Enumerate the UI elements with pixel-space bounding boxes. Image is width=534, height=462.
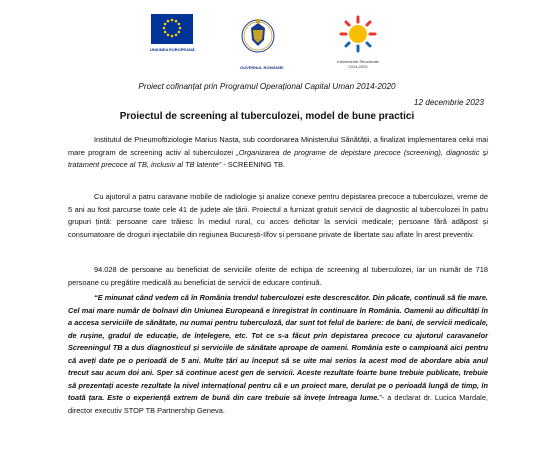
paragraph-3: [68, 264, 488, 289]
coat-of-arms-icon: [241, 14, 275, 60]
document-date: 12 decembrie 2023: [413, 98, 484, 107]
paragraph-1-end: - SCREENING TB.: [221, 160, 286, 169]
romanian-government-logo: [240, 14, 284, 72]
document-title: Proiectul de screening al tuberculozei, model de bune practici: [119, 111, 415, 122]
sun-logo-icon: [338, 14, 378, 54]
eu-logo-caption: UNIUNEA EUROPEANĂ: [150, 47, 195, 52]
gov-logo-caption: GUVERNUL ROMÂNIEI: [240, 65, 284, 70]
project-line: Proiect cofinanțat prin Programul Operațional Capital Uman 2014-2020: [138, 82, 396, 91]
structural-instruments-logo: [330, 14, 386, 72]
eu-flag-icon: [151, 14, 193, 44]
quote-attribution: ”- a declarat dr. Lucica Mardale, director executiv STOP TB Partnership Geneva.: [68, 393, 488, 415]
paragraph-3-text: 94.028 de persoane au beneficiat de serviciile oferite de echipa de screening al tuberculozei, iar un număr de 718 persoane cu pregătire medicală au beneficiat de servicii de educare continuă.: [68, 265, 488, 287]
sf-caption-line1: Instrumente Structurale: [337, 59, 379, 64]
program-name: „Organizarea de programe de depistare precoce (screening), diagnostic și tratament precoce al TB, inclusiv al TB latente”: [68, 147, 488, 169]
paragraph-1: [68, 134, 488, 172]
logo-bar: [0, 14, 534, 74]
paragraph-2: [68, 191, 488, 241]
paragraph-2-text: Cu ajutorul a patru caravane mobile de radiologie și analize conexe pentru depistarea precoce a tuberculozei, vreme de 5 ani au fost parcurse toate cele 41 de județe ale țării. Proiectul a furnizat gratuit servicii de diagnostic al tuberculozei în patru grupuri țintă: persoane care trăiesc în mediul rural, cu acces deficitar la servicii medicale; persoane fără adăpost și consumatoare de droguri injectabile din regiunea București-Ilfov și persoane private de libertate sau aflate în arest preventiv.: [68, 192, 488, 239]
eu-logo: [150, 14, 194, 66]
sf-caption-line2: 2014-2020: [348, 64, 368, 69]
quote-paragraph: [68, 292, 488, 417]
quote-text: “E minunat când vedem că în România trendul tuberculozei este descrescător. Din păcate, continuă să fie mare. Cel mai mare număr de bolnavi din Uniunea Europeană e înregistrat în continuare în România. Oamenii au dificultăți în a accesa serviciile de sănătate, nu numai pentru tuberculoză, dar sunt tot felul de bariere: de bani, de servicii medicale, de rușine, gradul de educație, de înțelegere, etc. Tot ce s-a făcut prin depistarea precoce cu ajutorul caravanelor Screeningul TB a dus diagnosticul și serviciile de sănătate aproape de oameni. România este o campioană aici pentru că aveți date pe o perioadă de 5 ani. Multe țări au început să se uite mai serios la acest mod de abordare abia anul trecut sau acum doi ani. Sper să continue acest gen de servicii. Aceste rezultate foarte bune trebuie publicate, trebuie să prezentați aceste rezultate la nivel internațional pentru că e un proiect mare, derulat pe o perioadă lungă de timp, în toată țara. Este o experiență extrem de bună din care trebuie să învețe întreaga lume.: [68, 293, 488, 402]
paragraph-1-text: Institutul de Pneumoftiziologie Marius Nasta, sub coordonarea Ministerului Sănătății, a finalizat implementarea celui mai mare program de screening activ al tuberculozei: [68, 135, 488, 157]
